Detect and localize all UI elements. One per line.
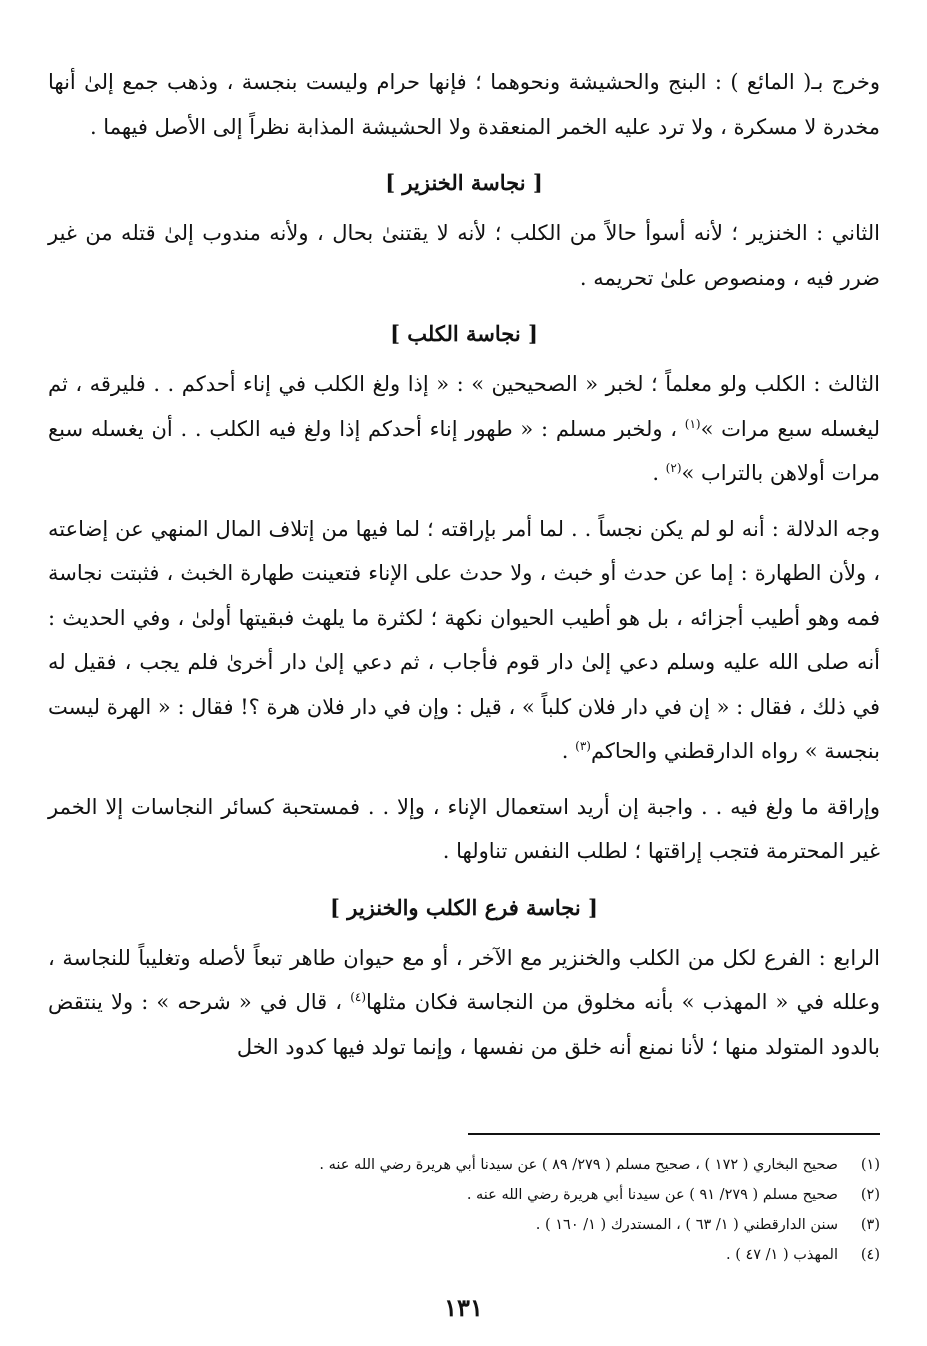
footnote-item (48, 1210, 880, 1240)
footnote-text: سنن الدارقطني ( ١/ ٦٣ ) ، المستدرك ( ١/ ١٦٠ ) . (535, 1217, 838, 1233)
paragraph-dog-hadith (48, 362, 880, 496)
footnote-ref-1: (١) (684, 416, 701, 431)
footnote-number: (٤) (860, 1247, 880, 1263)
footnote-item (48, 1150, 880, 1180)
heading-dog-impurity: [ نجاسة الكلب ] (390, 321, 538, 346)
footnote-ref-3: (٣) (575, 739, 591, 753)
footnote-separator (468, 1133, 880, 1135)
text-run: ، ولخبر مسلم : « طهور إناء أحدكم إذا ولغ فيه الكلب . . أن يغسله سبع مرات أولاهن بالتراب » (48, 416, 880, 485)
paragraph-pig: الثاني : الخنزير ؛ لأنه أسوأ حالاً من الكلب ؛ لأنه لا يقتنىٰ بحال ، ولأنه مندوب إلىٰ قتله من غير ضرر فيه ، ومنصوص علىٰ تحريمه . (48, 221, 880, 290)
footnote-number: (٢) (860, 1187, 880, 1203)
footnote-text: المهذب ( ١/ ٤٧ ) . (725, 1247, 838, 1263)
footnote-number: (٣) (860, 1217, 880, 1233)
footnote-ref-4: (٤) (350, 990, 367, 1004)
footnote-item (48, 1240, 880, 1270)
text-run: . (652, 461, 666, 485)
heading-offspring-impurity: [ نجاسة فرع الكلب والخنزير ] (330, 894, 598, 920)
text-run: الرابع : الفرع لكل من الكلب والخنزير مع الآخر ، أو مع حيوان طاهر تبعاً لأصله وتغليباً للنجاسة ، وعلله في « المهذب » بأنه مخلوق من النجاسة فكان مثلها (48, 945, 880, 1014)
heading-pig-impurity: [ نجاسة الخنزير ] (385, 170, 543, 195)
text-run: الثالث : الكلب ولو معلماً ؛ لخبر « الصحيحين » : « إذا ولغ الكلب في إناء أحدكم . . فليرقه ، ثم ليغسله سبع مرات » (48, 372, 881, 441)
text-run: ، قال في « شرحه » : ولا ينتقض بالدود المتولد منها ؛ لأنا نمنع أنه خلق من نفسها ، وإنما تولد فيها كدود الخل (48, 990, 880, 1059)
page-body (48, 60, 880, 1080)
page-number: ١٣١ (444, 1293, 483, 1322)
paragraph-dog-spilling: وإراقة ما ولغ فيه . . واجبة إن أريد استعمال الإناء ، وإلا . . فمستحبة كسائر النجاسات إلا الخمر غير المحترمة فتجب إراقتها ؛ لطلب النفس تناولها . (48, 794, 880, 863)
footnote-item (48, 1180, 880, 1210)
footnote-ref-2: (٢) (665, 461, 682, 475)
paragraph-offspring (48, 936, 880, 1070)
text-run: وجه الدلالة : أنه لو لم يكن نجساً . . لما أمر بإراقته ؛ لما فيها من إتلاف المال المنهي عن إضاعته ، ولأن الطهارة : إما عن حدث أو خبث ، ولا حدث على الإناء فتعينت طهارة الخبث ، فثبتت نجاسة فمه وهو أطيب أجزائه ، بل هو أطيب الحيوان نكهة ؛ لكثرة ما يلهث فبقيتها أولىٰ ، وفي الحديث : أنه صلى الله عليه وسلم دعي إلىٰ دار قوم فأجاب ، ثم دعي إلىٰ دار أخرىٰ فلم يجب ، فقيل له في ذلك ، فقال : « إن في دار فلان كلباً » ، قيل : وإن في دار فلان هرة ؟! فقال : « الهرة ليست بنجسة » رواه الدارقطني والحاكم (47, 516, 880, 763)
footnotes (48, 1150, 880, 1270)
footnote-number: (١) (860, 1157, 880, 1173)
text-run: . (561, 739, 576, 763)
footnote-text: صحيح البخاري ( ١٧٢ ) ، صحيح مسلم ( ٢٧٩/ ٨٩ ) عن سيدنا أبي هريرة رضي الله عنه . (319, 1157, 838, 1173)
footnote-text: صحيح مسلم ( ٢٧٩/ ٩١ ) عن سيدنا أبي هريرة رضي الله عنه . (466, 1187, 838, 1203)
paragraph-dog-evidence (48, 507, 880, 774)
paragraph-intro: وخرج بـ( المائع ) : البنج والحشيشة ونحوهما ؛ فإنها حرام وليست بنجسة ، وذهب جمع إلىٰ أنها مخدرة لا مسكرة ، ولا ترد عليه الخمر المنعقدة ولا الحشيشة المذابة نظراً إلى الأصل فيهما . (48, 70, 880, 139)
